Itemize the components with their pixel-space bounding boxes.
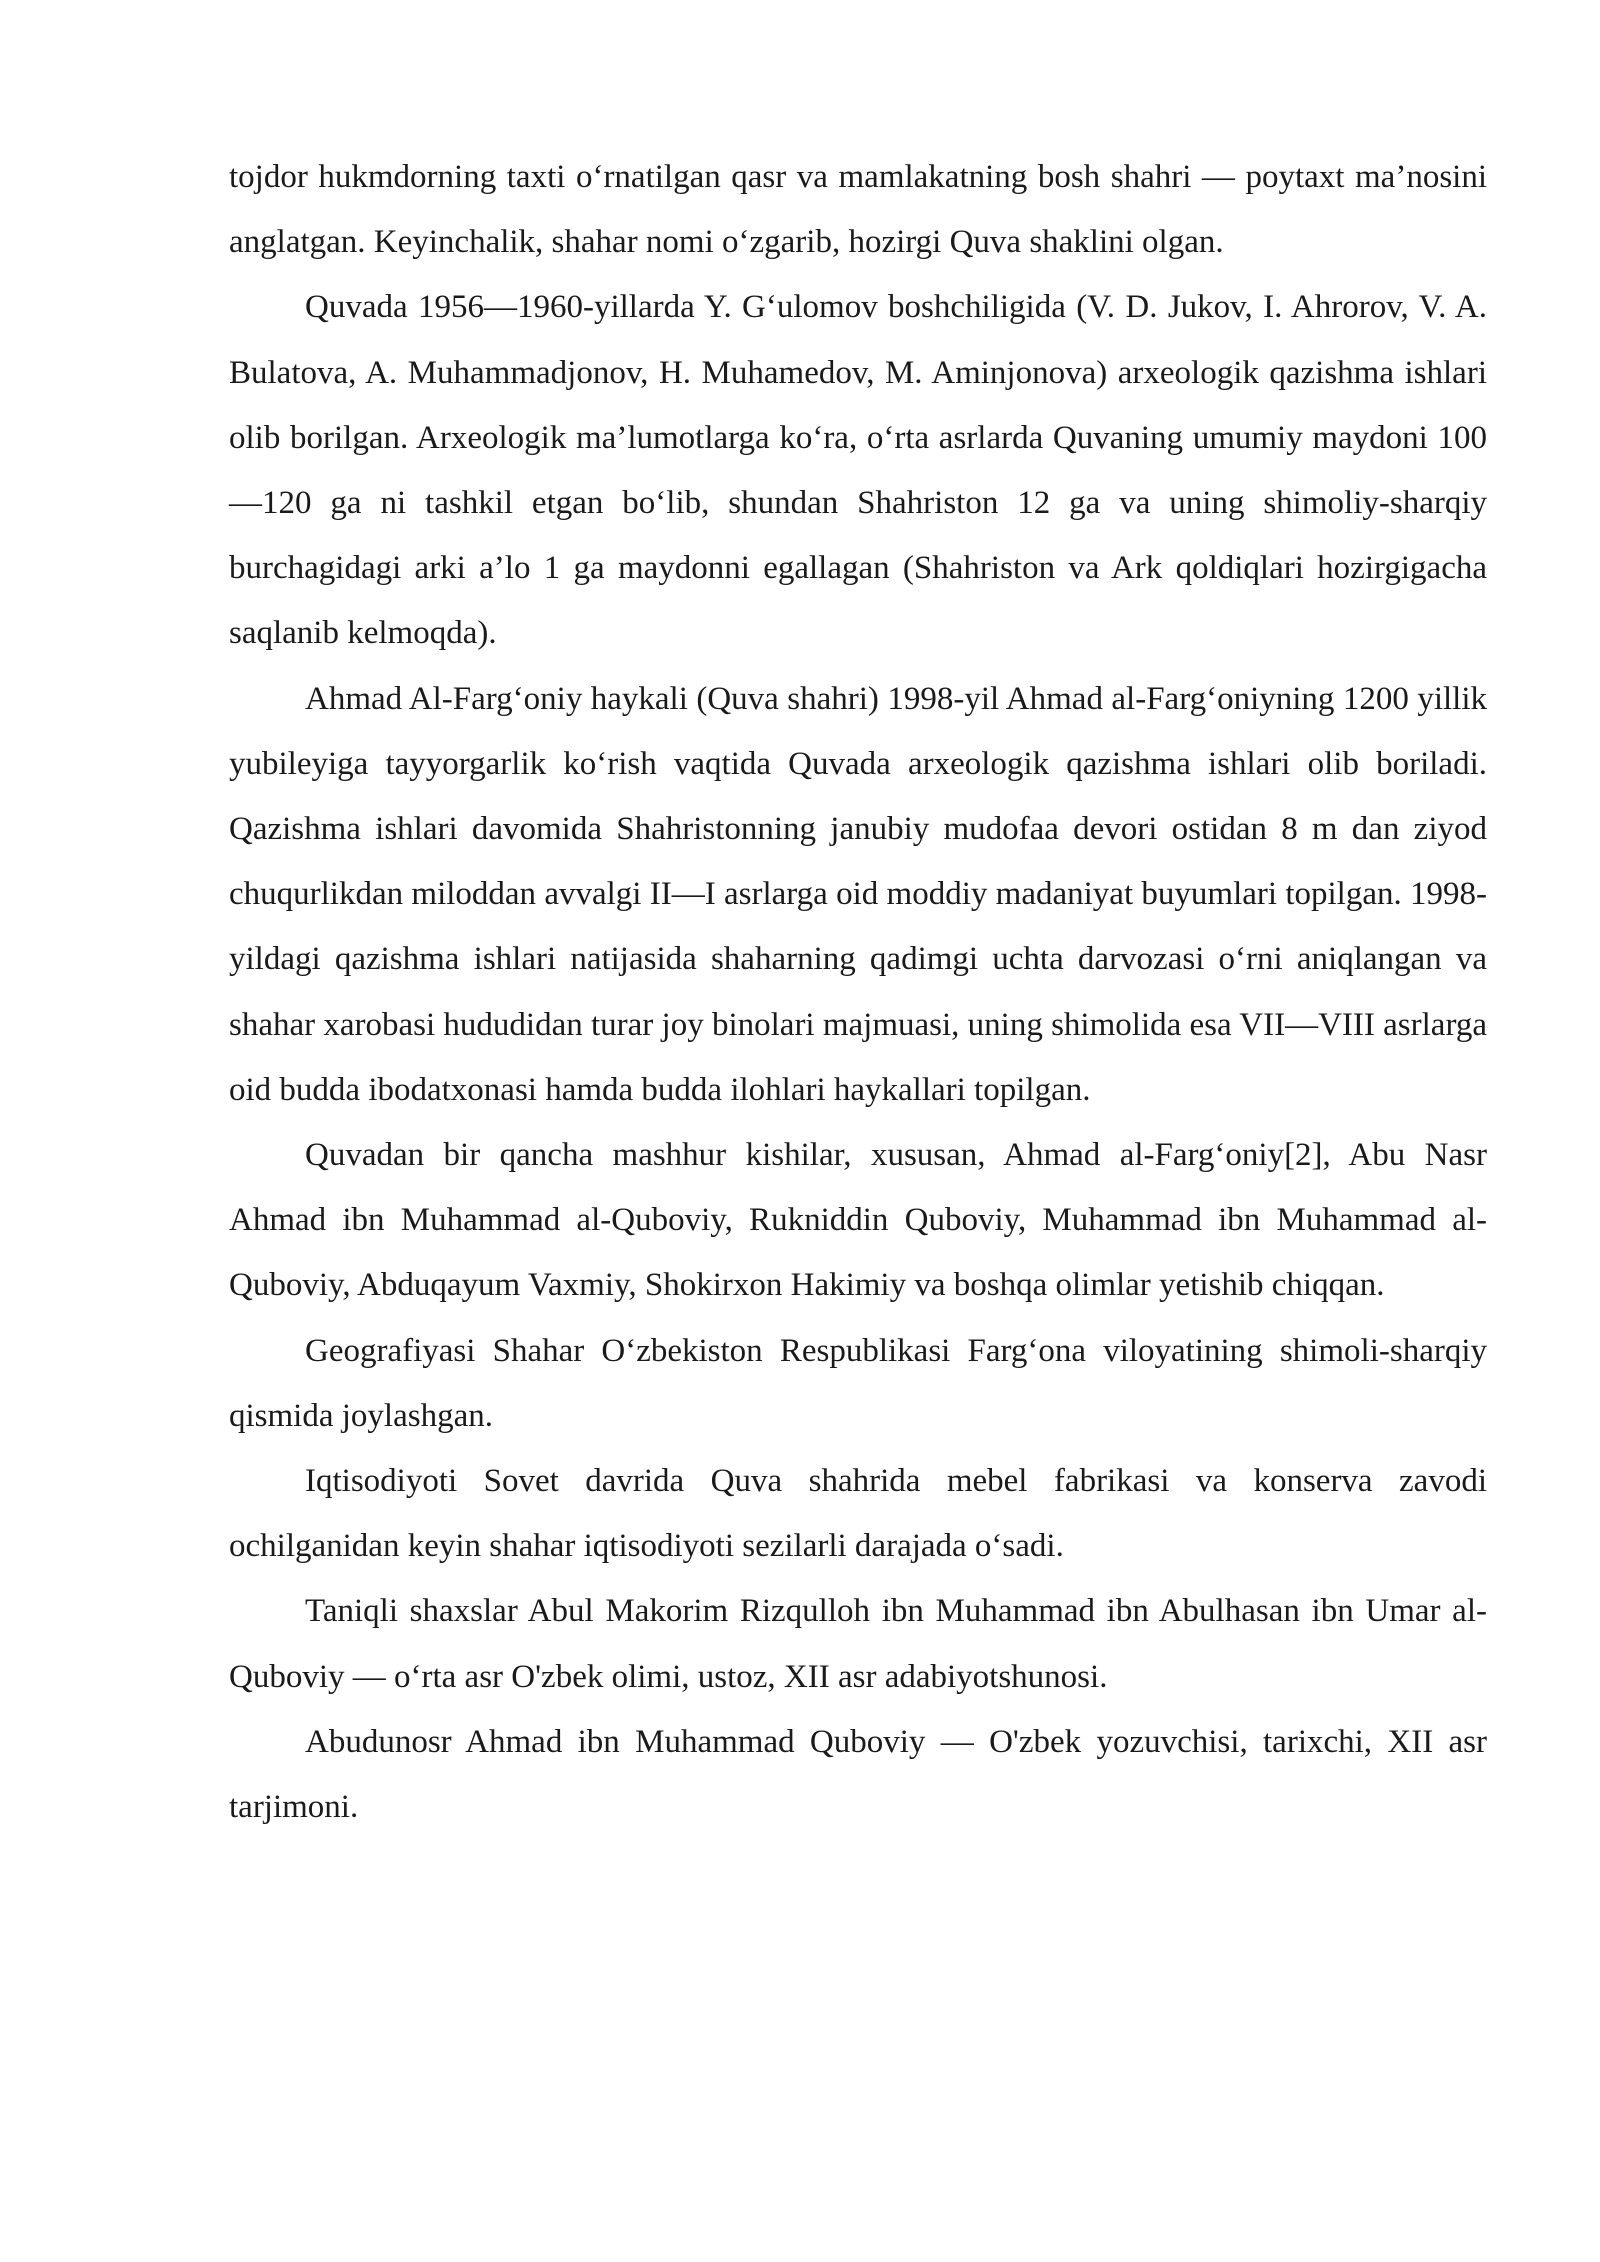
paragraph-continuation: tojdor hukmdorning taxti o‘rnatilgan qasr va mamlakatning bosh shahri — poytaxt ma’nosini anglatgan. Keyinchalik, shahar nomi o‘zgarib, hozirgi Quva shaklini olgan. [229, 159, 1487, 261]
paragraph-excavations-1956: Quvada 1956—1960-yillarda Y. G‘ulomov boshchiligida (V. D. Jukov, I. Ahrorov, V. A. Bulatova, A. Muhammadjonov, H. Muhamedov, M. Aminjonova) arxeologik qazishma ishlari olib borilgan. Arxeologik ma’lumotlarga ko‘ra, o‘rta asrlarda Quvaning umumiy maydoni 100—120 ga ni tashkil etgan bo‘lib, shundan Shahriston 12 ga va uning shimoliy-sharqiy burchagidagi arki a’lo 1 ga maydonni egallagan (Shahriston va Ark qoldiqlari hozirgigacha saqlanib kelmoqda). [229, 289, 1487, 652]
paragraph-famous-person-2: Abudunosr Ahmad ibn Muhammad Quboviy — O'zbek yozuvchisi, tarixchi, XII asr tarjimoni. [229, 1723, 1487, 1826]
document-page [229, 145, 1487, 1840]
paragraph-excavations-1998: Ahmad Al-Farg‘oniy haykali (Quva shahri) 1998-yil Ahmad al-Farg‘oniyning 1200 yillik yubileyiga tayyorgarlik ko‘rish vaqtida Quvada arxeologik qazishma ishlari olib boriladi. Qazishma ishlari davomida Shahristonning janubiy mudofaa devori ostidan 8 m dan ziyod chuqurlikdan miloddan avvalgi II—I asrlarga oid moddiy madaniyat buyumlari topilgan. 1998-yildagi qazishma ishlari natijasida shaharning qadimgi uchta darvozasi o‘rni aniqlangan va shahar xarobasi hududidan turar joy binolari majmuasi, uning shimolida esa VII—VIII asrlarga oid budda ibodatxonasi hamda budda ilohlari haykallari topilgan. [229, 680, 1487, 1108]
paragraph-geography: Geografiyasi Shahar O‘zbekiston Respublikasi Farg‘ona viloyatining shimoli-sharqiy qismida joylashgan. [229, 1332, 1487, 1434]
paragraph-famous-person-1: Taniqli shaxslar Abul Makorim Rizqulloh ibn Muhammad ibn Abulhasan ibn Umar al-Quboviy — o‘rta asr O'zbek olimi, ustoz, XII asr adabiyotshunosi. [229, 1593, 1487, 1695]
paragraph-notable-people: Quvadan bir qancha mashhur kishilar, xususan, Ahmad al-Farg‘oniy[2], Abu Nasr Ahmad ibn Muhammad al-Quboviy, Rukniddin Quboviy, Muhammad ibn Muhammad al-Quboviy, Abduqayum Vaxmiy, Shokirxon Hakimiy va boshqa olimlar yetishib chiqqan. [229, 1137, 1487, 1304]
paragraph-economy: Iqtisodiyoti Sovet davrida Quva shahrida mebel fabrikasi va konserva zavodi ochilganidan keyin shahar iqtisodiyoti sezilarli darajada o‘sadi. [229, 1463, 1487, 1565]
